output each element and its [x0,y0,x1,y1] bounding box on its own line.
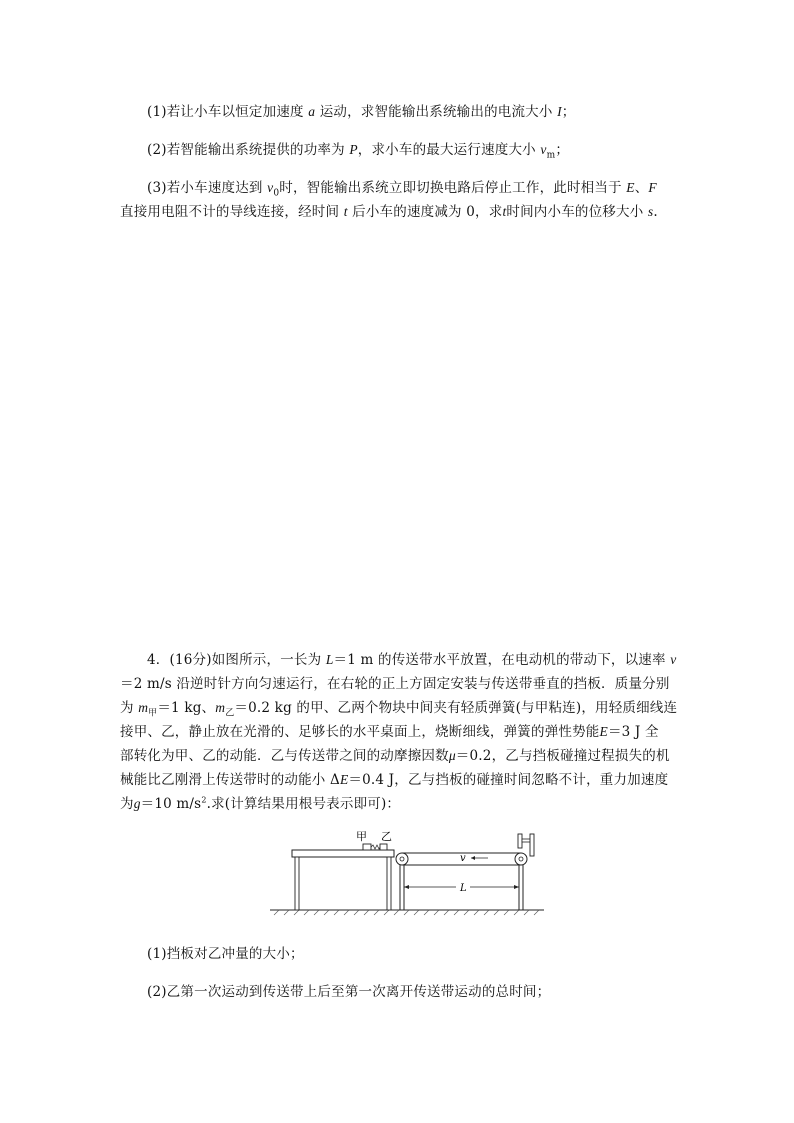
p4-l7c: .求(计算结果用根号表示即可)： [206,796,401,812]
var-m-yi: m [215,700,226,715]
p4-line-4 [120,720,659,740]
var-L: L [325,652,334,667]
q2-text-mid: ，求小车的最大运行速度大小 [357,142,536,158]
var-E: E [599,724,608,739]
p4-l7a: 为 [120,796,134,812]
p4-line-2 [120,672,670,692]
var-v: v [540,142,547,157]
var-t: t [343,204,348,219]
q3-line2-mid2: 时间内小车的位移大小 [506,204,644,220]
table-leg-left [295,857,299,910]
var-F: F [648,180,657,195]
p4-l1b: ＝1 m 的传送带水平放置，在电动机的带动下，以速率 [333,652,666,668]
var-v0: v [267,180,274,195]
p4-l5b: ＝0.2，乙与挡板碰撞过程损失的机 [455,748,670,764]
p4-line-7 [120,792,400,812]
sub-0: 0 [273,188,280,199]
p4-l3b: ＝1 kg、 [157,700,216,716]
block-yi [380,844,387,850]
label-v: v [460,853,466,864]
var-m-jia: m [138,700,149,715]
p4-l2: ＝2 m/s 沿逆时针方向匀速运行，在右轮的正上方固定安装与传送带垂直的挡板．质量分别 [120,676,670,692]
q3-text-mid: 时，智能输出系统立即切换电路后停止工作，此时相当于 [279,180,622,196]
question-3-1 [147,100,576,120]
p4-l6b: ＝0.4 J，乙与挡板的碰撞时间忽略不计，重力加速度 [348,772,669,788]
sub-m: m [546,150,556,161]
sub-yi: 乙 [225,708,235,719]
var-E: E [626,180,635,195]
spring [371,845,380,849]
block-jia [363,844,371,850]
p4-l4a: 接甲、乙，静止放在光滑的、足够长的水平桌面上，烧断细线，弹簧的弹性势能 [120,724,600,740]
p4-line-5 [120,744,670,764]
question-3-2 [147,138,569,161]
q2-text: (2)若智能输出系统提供的功率为 [147,142,345,158]
var-s: s [647,204,654,219]
p4-sub2-text: (2)乙第一次运动到传送带上后至第一次离开传送带运动的总时间； [147,984,551,1000]
q1-text: (1)若让小车以恒定加速度 [147,104,304,120]
right-wheel [515,853,527,865]
p4-l1a: 4．(16分)如图所示，一长为 [147,652,322,668]
var-t2: t [502,204,507,219]
var-a: a [308,104,316,119]
var-I: I [557,104,562,119]
label-jia: 甲 [356,830,367,843]
q3-line2-text: 直接用电阻不计的导线连接，经时间 [120,204,340,220]
p4-line-1 [147,648,676,668]
table-top [292,850,394,857]
q1-text-mid: 运动，求智能输出系统输出的电流大小 [319,104,553,120]
var-delta-E: E [339,772,349,787]
conveyor-figure [268,826,548,920]
p4-sub1-text: (1)挡板对乙冲量的大小； [147,946,304,962]
var-g: g [133,796,141,811]
question-3-3-line1 [147,176,657,199]
sub-jia: 甲 [148,708,158,719]
q2-suffix: ； [555,142,570,158]
label-L: L [460,883,467,894]
question-3-3-line2 [120,200,658,220]
q1-suffix: ； [561,104,576,120]
baffle [518,834,522,848]
q3-text: (3)若小车速度达到 [147,180,263,196]
p4-sub-1 [147,942,304,962]
p4-l5a: 部转化为甲、乙的动能．乙与传送带之间的动摩擦因数 [120,748,449,764]
table-leg-right [387,857,391,910]
p4-l7b: ＝10 m/s [140,796,202,812]
baffle-post [530,834,534,856]
ground-hatch [274,910,539,915]
p4-sub-2 [147,980,550,1000]
q3-end: . [653,204,658,220]
label-yi: 乙 [381,830,392,843]
p4-l3c: ＝0.2 kg 的甲、乙两个物块中间夹有轻质弹簧(与甲粘连)，用轻质细线连 [234,700,678,716]
left-wheel [396,853,408,865]
var-mu: μ [448,748,456,763]
p4-l3a: 为 [120,700,134,716]
var-P: P [349,142,358,157]
q3-sep: 、 [634,180,649,196]
p4-l4b: ＝3 J 全 [607,724,659,740]
sup-2: 2 [201,795,207,805]
p4-line-3 [120,696,677,719]
p4-l6a: 械能比乙刚滑上传送带时的动能小 Δ [120,772,340,788]
p4-line-6 [120,768,668,788]
var-v: v [670,652,677,667]
q3-line2-mid: 后小车的速度减为 0，求 [352,204,503,220]
